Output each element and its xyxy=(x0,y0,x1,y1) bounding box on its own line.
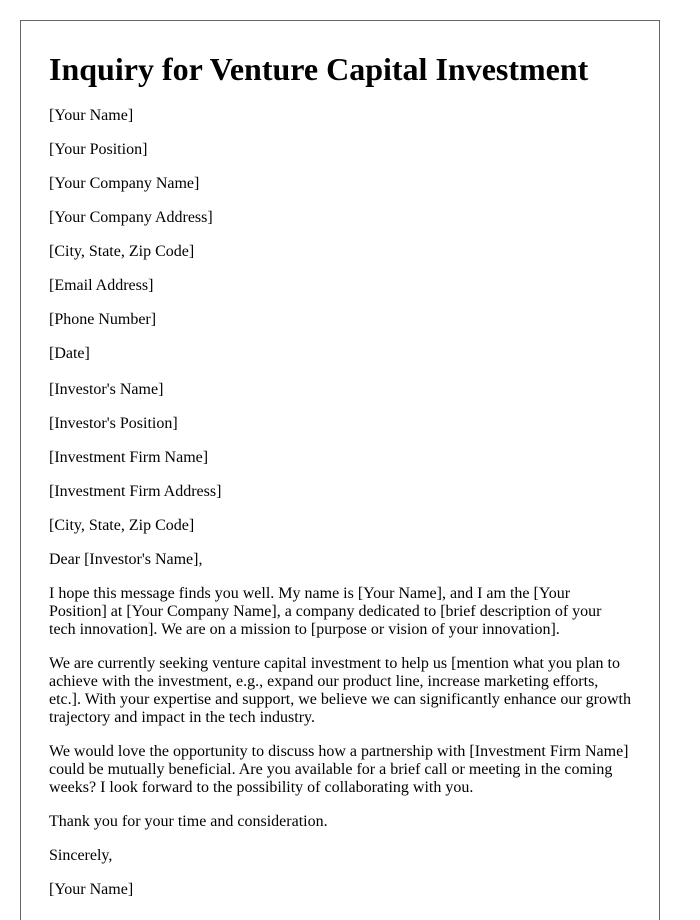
sender-phone: [Phone Number] xyxy=(49,311,157,328)
sender-city-state-zip: [City, State, Zip Code] xyxy=(49,243,195,260)
sender-company: [Your Company Name] xyxy=(49,175,200,192)
recipient-firm: [Investment Firm Name] xyxy=(49,449,209,466)
sender-position: [Your Position] xyxy=(49,141,148,158)
letter-title: Inquiry for Venture Capital Investment xyxy=(49,51,589,87)
closing: Sincerely, xyxy=(49,847,113,864)
letter-date: [Date] xyxy=(49,345,90,362)
recipient-name: [Investor's Name] xyxy=(49,381,164,398)
letter-page xyxy=(20,20,660,920)
body-paragraph-discuss: We would love the opportunity to discuss how a partnership with [Investment Firm Name] could be mutually beneficial. Are you available for a brief call or meeting in the coming weeks? I look forward to the possibility of collaborating with you. xyxy=(49,743,629,796)
body-paragraph-thanks: Thank you for your time and consideration. xyxy=(49,813,328,830)
signature: [Your Name] xyxy=(49,881,134,898)
sender-company-address: [Your Company Address] xyxy=(49,209,213,226)
recipient-firm-address: [Investment Firm Address] xyxy=(49,483,222,500)
recipient-city-state-zip: [City, State, Zip Code] xyxy=(49,517,195,534)
salutation: Dear [Investor's Name], xyxy=(49,551,203,568)
recipient-block xyxy=(49,381,631,535)
sender-block xyxy=(49,107,631,363)
body-paragraph-intro: I hope this message finds you well. My name is [Your Name], and I am the [Your Position] at [Your Company Name], a company dedicated to [brief description of your tech innovation]. We are on a mission to [purpose or vision of your innovation]. xyxy=(49,585,602,638)
body-paragraph-seeking: We are currently seeking venture capital investment to help us [mention what you plan to achieve with the investment, e.g., expand our product line, increase marketing efforts, etc.]. With your expertise and support, we believe we can significantly enhance our growth trajectory and impact in the tech industry. xyxy=(49,655,631,726)
sender-name: [Your Name] xyxy=(49,107,134,124)
recipient-position: [Investor's Position] xyxy=(49,415,178,432)
sender-email: [Email Address] xyxy=(49,277,154,294)
